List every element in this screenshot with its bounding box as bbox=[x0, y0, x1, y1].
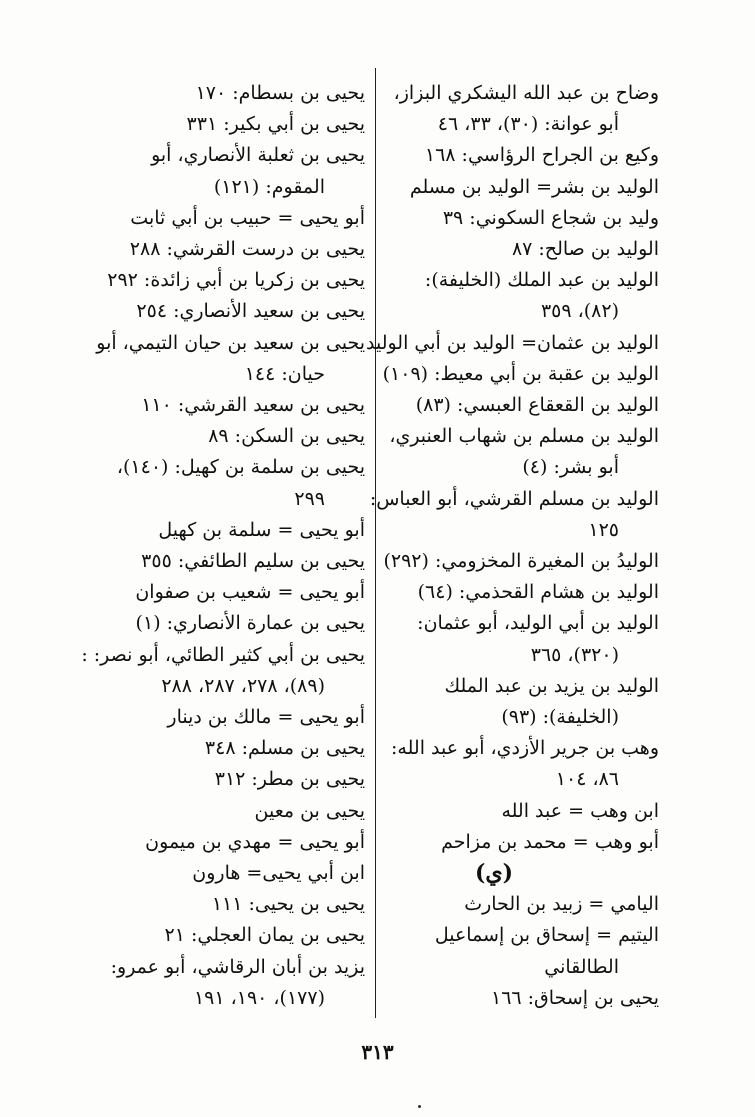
index-entry: الوليد بن يزيد بن عبد الملك bbox=[444, 674, 659, 697]
index-entry-continuation: حيان: ١٤٤ bbox=[244, 362, 325, 385]
index-entry: وليد بن شجاع السكوني: ٣٩ bbox=[442, 206, 659, 229]
index-entry: يحيى بن سعيد القرشي: ١١٠ bbox=[141, 394, 365, 417]
index-entry-continuation: ٢٩٩ bbox=[294, 487, 325, 510]
index-entry-continuation: أبو بشر: (٤) bbox=[522, 456, 619, 479]
index-entry-continuation: (٨٢)، ٣٥٩ bbox=[540, 300, 619, 323]
index-entry: يحيى بن إسحاق: ١٦٦ bbox=[490, 986, 659, 1009]
print-mark bbox=[418, 1105, 421, 1108]
index-entry-continuation: (٣٢٠)، ٣٦٥ bbox=[530, 643, 619, 666]
index-entry: الوليد بن مسلم بن شهاب العنبري، bbox=[389, 425, 659, 448]
index-entry: اليامي = زبيد بن الحارث bbox=[464, 893, 659, 916]
index-entry: أبو يحيى = شعيب بن صفوان bbox=[135, 581, 365, 604]
index-entry: اليتيم = إسحاق بن إسماعيل bbox=[434, 924, 659, 947]
index-entry-continuation: ١٢٥ bbox=[588, 518, 619, 541]
index-entry: يحيى بن أبي بكير: ٣٣١ bbox=[186, 113, 365, 136]
index-entry: يحيى بن بسطام: ١٧٠ bbox=[195, 82, 365, 104]
index-entry: ابن وهب = عبد الله bbox=[501, 799, 659, 822]
index-entry: أبو يحيى = سلمة بن كهيل bbox=[158, 518, 365, 541]
index-entry: أبو يحيى = مالك بن دينار bbox=[167, 706, 365, 729]
index-entry: يحيى بن سعيد بن حيان التيمي، أبو bbox=[96, 331, 365, 354]
index-entry: الوليد بن أبي الوليد، أبو عثمان: bbox=[417, 612, 659, 635]
index-entry-continuation: (٨٩)، ٢٧٨، ٢٨٧، ٢٨٨ bbox=[161, 674, 325, 697]
index-entry: أبو يحيى = مهدي بن ميمون bbox=[145, 830, 365, 853]
page-number: ٣١٣ bbox=[361, 1040, 394, 1064]
index-entry-continuation: المقوم: (١٢١) bbox=[213, 175, 325, 198]
index-entry-continuation: الطالقاني bbox=[544, 955, 619, 978]
index-entry: ابن أبي يحيى= هارون bbox=[192, 862, 365, 885]
index-entry: يحيى بن معين bbox=[254, 799, 365, 822]
index-column-right bbox=[366, 78, 659, 1014]
index-entry: الوليد بن مسلم القرشي، أبو العباس: bbox=[369, 487, 659, 510]
index-entry: أبو يحيى = حبيب بن أبي ثابت bbox=[130, 206, 365, 229]
index-entry: يحيى بن أبي كثير الطائي، أبو نصر: : bbox=[81, 643, 365, 666]
index-entry: أبو وهب = محمد بن مزاحم bbox=[441, 830, 659, 853]
index-entry: يحيى بن سلمة بن كهيل: (١٤٠)، bbox=[116, 456, 365, 479]
index-entry: يحيى بن درست القرشي: ٢٨٨ bbox=[129, 238, 365, 261]
index-entry: الوليد بن بشر= الوليد بن مسلم bbox=[409, 175, 659, 198]
index-column-left bbox=[81, 78, 365, 1014]
index-entry: يحيى بن مسلم: ٣٤٨ bbox=[204, 737, 365, 760]
index-entry: يحيى بن عمارة الأنصاري: (١) bbox=[135, 612, 365, 635]
index-entry-continuation: (١٧٧)، ١٩٠، ١٩١ bbox=[193, 986, 325, 1009]
index-entry-continuation: أبو عوانة: (٣٠)، ٣٣، ٤٦ bbox=[437, 113, 619, 136]
index-entry-continuation: (الخليفة): (٩٣) bbox=[501, 706, 619, 729]
index-entry: يحيى بن يحيى: ١١١ bbox=[211, 893, 365, 916]
index-entry: يزيد بن أبان الرقاشي، أبو عمرو: bbox=[110, 955, 365, 978]
letter-heading: (ي) bbox=[474, 860, 514, 887]
index-entry: وهب بن جرير الأزدي، أبو عبد الله: bbox=[391, 737, 659, 760]
index-entry: يحيى بن زكريا بن أبي زائدة: ٢٩٢ bbox=[107, 269, 365, 292]
index-entry: الوليد بن عبد الملك (الخليفة): bbox=[424, 269, 659, 292]
index-entry: يحيى بن مطر: ٣١٢ bbox=[214, 768, 365, 791]
index-entry: يحيى بن يمان العجلي: ٢١ bbox=[164, 924, 365, 947]
index-entry: يحيى بن سليم الطائفي: ٣٥٥ bbox=[141, 550, 365, 573]
index-entry: الوليد بن القعقاع العبسي: (٨٣) bbox=[415, 394, 659, 417]
index-entry: وضاح بن عبد الله اليشكري البزاز، bbox=[393, 82, 659, 104]
index-entry: الوليد بن صالح: ٨٧ bbox=[511, 238, 659, 261]
index-entry: الوليدُ بن المغيرة المخزومي: (٢٩٢) bbox=[383, 550, 659, 573]
index-entry: الوليد بن عثمان= الوليد بن أبي الوليد bbox=[366, 331, 659, 354]
index-entry-continuation: ٨٦، ١٠٤ bbox=[555, 768, 619, 791]
index-entry: يحيى بن ثعلبة الأنصاري، أبو bbox=[151, 144, 365, 167]
index-entry: الوليد بن هشام القحذمي: (٦٤) bbox=[417, 581, 659, 604]
index-entry: يحيى بن سعيد الأنصاري: ٢٥٤ bbox=[136, 300, 365, 323]
index-entry: وكيع بن الجراح الرؤاسي: ١٦٨ bbox=[424, 144, 659, 167]
index-entry: يحيى بن السكن: ٨٩ bbox=[208, 425, 365, 448]
index-entry: الوليد بن عقبة بن أبي معيط: (١٠٩) bbox=[382, 362, 659, 385]
